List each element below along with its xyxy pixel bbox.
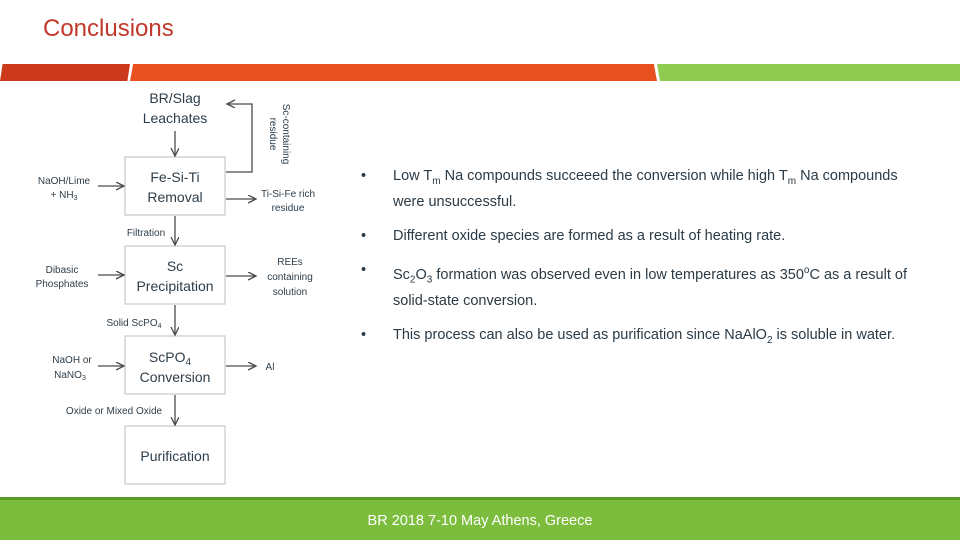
- input-naoh-nano3-sub: 3: [81, 375, 86, 382]
- conclusion-text: Low T: [393, 168, 433, 184]
- bullet-dot: •: [361, 326, 367, 343]
- conclusion-text: 2: [766, 334, 773, 346]
- box-conversion-line2: Conversion: [139, 369, 211, 385]
- input-naoh-lime-line1: NaOH/Lime: [37, 176, 91, 187]
- conclusion-text: Na compounds succeeed the conversion while high T: [440, 168, 788, 184]
- box-purification-line1: Purification: [140, 448, 210, 464]
- footer-text: BR 2018 7-10 May Athens, Greece: [367, 513, 593, 529]
- conclusion-text: o: [803, 264, 810, 276]
- label-oxide: Oxide or Mixed Oxide: [65, 406, 163, 417]
- page-title: Conclusions: [43, 15, 174, 42]
- label-solid-scpo4-text: Solid ScPO: [106, 318, 158, 329]
- conclusion-text: Sc: [393, 266, 410, 283]
- input-naoh-lime-line2: [51, 190, 78, 202]
- input-naoh-nano3-line2: [54, 370, 86, 382]
- output-sc-residue-line1: Sc-containing: [280, 103, 291, 165]
- conclusion-text: m: [787, 175, 797, 187]
- input-naoh-lime-sub: 3: [73, 195, 78, 202]
- bullet-dot: •: [361, 227, 367, 244]
- output-al: Al: [265, 362, 275, 373]
- footer-divider: [0, 497, 960, 500]
- conclusions-list: [355, 166, 915, 364]
- box-removal-line2: Removal: [147, 189, 203, 205]
- arrow-recycle-loop: [226, 104, 252, 172]
- bullet-dot: •: [361, 261, 367, 278]
- box-precipitation: [125, 246, 225, 304]
- process-flowchart: [0, 0, 340, 500]
- conclusion-text: C as a result of solid-state conversion.: [393, 266, 907, 309]
- box-precipitation-line2: Precipitation: [136, 278, 214, 294]
- box-conversion-sub: 4: [185, 357, 192, 368]
- conclusion-text: O: [415, 266, 427, 283]
- bullet-dot: •: [361, 168, 367, 184]
- conclusion-text: formation was observed even in low temperatures as 350: [432, 266, 804, 283]
- conclusion-item: [355, 226, 915, 247]
- box-conversion: [125, 336, 225, 394]
- output-sc-residue: [267, 104, 291, 165]
- output-rees-line2: containing: [267, 272, 313, 283]
- box-removal: [125, 157, 225, 215]
- conclusion-text: This process can also be used as purification since NaAlO: [393, 326, 767, 343]
- output-rees-line1: REEs: [277, 257, 303, 268]
- conclusion-text: is soluble in water.: [772, 326, 896, 343]
- conclusion-text: 3: [426, 274, 433, 286]
- output-ti-si-fe-line2: residue: [271, 203, 305, 214]
- input-dibasic-line2: Phosphates: [35, 279, 89, 290]
- input-naoh-lime-nh: + NH: [50, 190, 74, 201]
- box-conversion-formula: ScPO: [148, 349, 186, 365]
- conclusion-text: Na compounds were unsuccessful.: [393, 168, 898, 210]
- output-sc-residue-line2: residue: [267, 117, 278, 151]
- conclusion-text: m: [432, 175, 441, 187]
- input-dibasic-line1: Dibasic: [45, 265, 79, 276]
- conclusion-text: Different oxide species are formed as a result of heating rate.: [393, 227, 786, 244]
- conclusion-text: 2: [409, 274, 416, 286]
- label-solid-scpo4-sub: 4: [157, 323, 162, 330]
- box-removal-line1: Fe-Si-Ti: [150, 169, 200, 185]
- input-naoh-nano3-line1: NaOH or: [52, 355, 92, 366]
- conclusion-item: [355, 325, 915, 351]
- box-leachates-line1: BR/Slag: [149, 90, 201, 106]
- label-filtration: Filtration: [126, 228, 166, 239]
- header-band-right: [657, 64, 960, 81]
- conclusion-item: [355, 260, 915, 312]
- label-solid-scpo4: [106, 318, 161, 330]
- input-naoh-nano3-nano: NaNO: [54, 370, 82, 381]
- output-ti-si-fe-line1: Ti-Si-Fe rich: [260, 189, 316, 200]
- conclusion-item: [355, 166, 915, 213]
- box-precipitation-line1: Sc: [166, 258, 184, 274]
- output-rees-line3: solution: [272, 287, 308, 298]
- box-leachates-line2: Leachates: [142, 110, 208, 126]
